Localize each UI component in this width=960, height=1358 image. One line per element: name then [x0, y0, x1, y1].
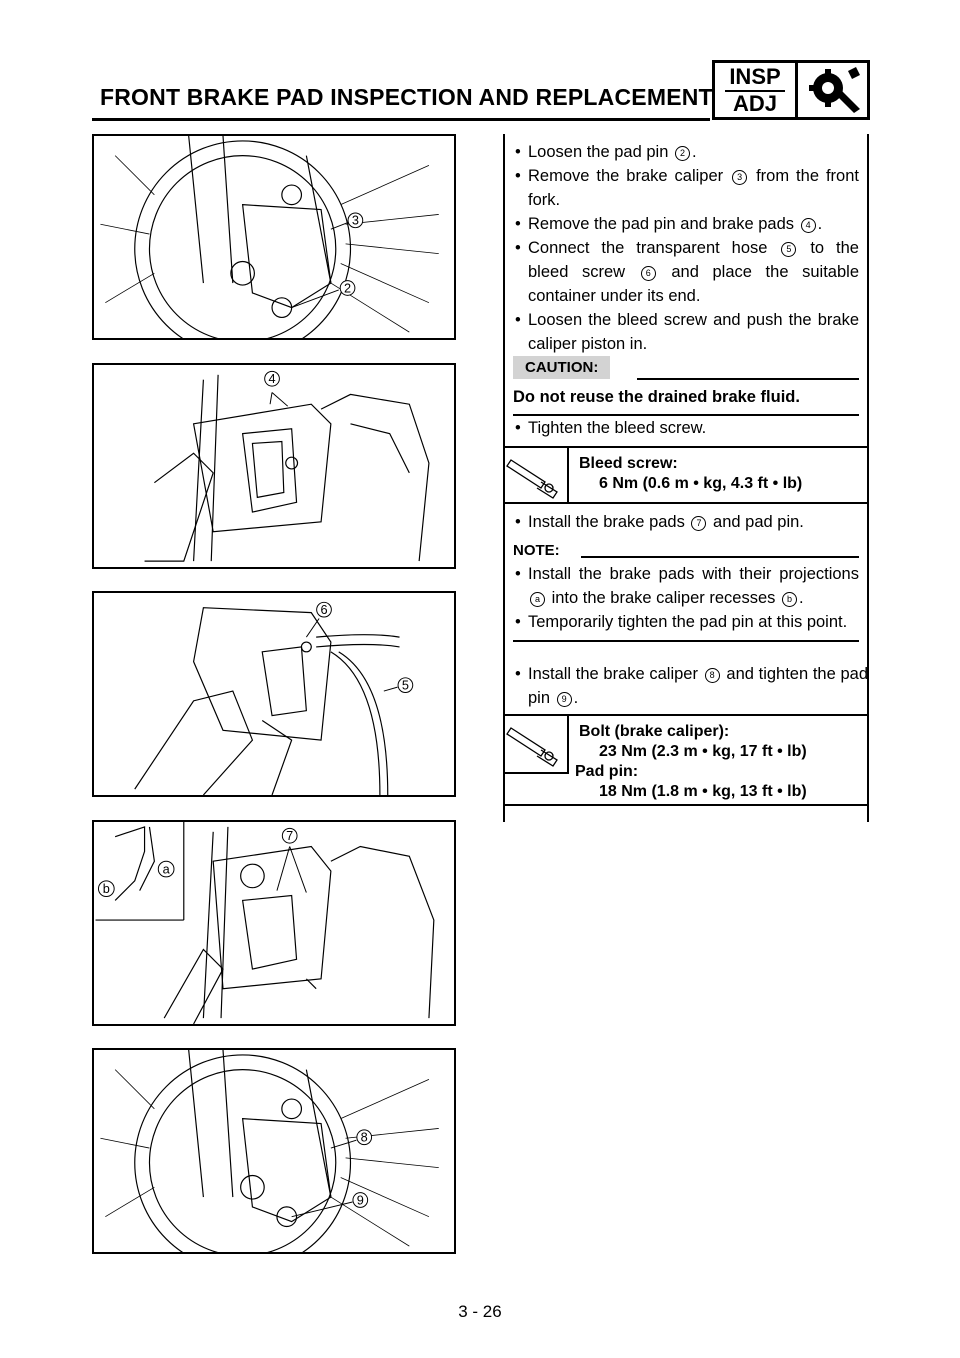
- instructions-column: [505, 134, 867, 356]
- wrench-gear-icon: [798, 63, 867, 117]
- callout-6: 6: [320, 602, 328, 618]
- note-label: NOTE:: [513, 542, 560, 559]
- ref-number: 8: [705, 668, 720, 683]
- spec-value-bolt: 23 Nm (2.3 m • kg, 17 ft • lb): [599, 743, 807, 760]
- figure-pad-removal: [92, 363, 456, 569]
- step-tighten-bleed-screw: [513, 416, 868, 440]
- note-block: [513, 542, 859, 642]
- spec-text: [579, 454, 802, 494]
- callout-8: 8: [360, 1129, 368, 1145]
- caution-text: Do not reuse the drained brake fluid.: [513, 388, 800, 406]
- figure-pad-install: [92, 820, 456, 1026]
- caution-block: [513, 356, 859, 416]
- ref-number: 3: [732, 170, 747, 185]
- callout-4: 4: [268, 371, 276, 387]
- ref-letter: a: [530, 592, 545, 607]
- step-text: Install the brake caliper: [528, 665, 698, 683]
- badge-insp-label: INSP: [729, 64, 781, 89]
- step-text-end: .: [573, 689, 579, 707]
- header-rule: [92, 118, 710, 121]
- step-remove-caliper: [513, 164, 859, 212]
- step-text-mid: to the bleed screw: [528, 239, 859, 281]
- spec-bleed-screw: [505, 448, 869, 502]
- spec2-bottom-rule: [505, 804, 869, 806]
- ref-number: 2: [675, 146, 690, 161]
- step-text-end: and pad pin.: [713, 513, 804, 531]
- spec-text: [575, 722, 807, 802]
- ref-number: 6: [641, 266, 656, 281]
- step-text-end: from the front fork.: [528, 167, 859, 209]
- note-text-end: .: [798, 589, 804, 607]
- step-text: Connect the transparent hose: [528, 239, 768, 257]
- callout-3: 3: [351, 212, 359, 228]
- ref-number: 5: [781, 242, 796, 257]
- caution-label-row: [513, 356, 859, 382]
- section-badge: [712, 60, 870, 120]
- page-number: 3 - 26: [458, 1302, 502, 1321]
- ref-number: 9: [557, 692, 572, 707]
- ref-letter: b: [782, 592, 797, 607]
- step-text-end: and place the suitable container under its end.: [528, 263, 859, 305]
- callout-9: 9: [356, 1192, 364, 1208]
- ref-number: 7: [691, 516, 706, 531]
- figure-caliper-install: [92, 1048, 456, 1254]
- spec-label-pad-pin: Pad pin:: [575, 763, 639, 780]
- step-loosen-pad-pin: [513, 140, 859, 164]
- torque-wrench-icon: [505, 716, 569, 774]
- figure-bleed-hose: [92, 591, 456, 797]
- ref-number: 4: [801, 218, 816, 233]
- step-text: Install the brake pads: [528, 513, 685, 531]
- step-install-pads: [513, 510, 868, 534]
- step-text: Remove the pad pin and brake pads: [528, 215, 795, 233]
- step-text: Remove the brake caliper: [528, 167, 724, 185]
- spec-label: Bleed screw:: [579, 455, 678, 472]
- figure-caliper-removal: [92, 134, 456, 340]
- note-label-row: [513, 542, 859, 562]
- callout-2: 2: [343, 280, 352, 296]
- step-text: Tighten the bleed screw.: [528, 419, 707, 437]
- step-remove-pads: [513, 212, 859, 236]
- badge-label-box: [715, 63, 798, 117]
- step-loosen-bleed-screw: [513, 308, 859, 356]
- callout-5: 5: [401, 677, 409, 693]
- step-text-end: .: [817, 215, 823, 233]
- note-text: Temporarily tighten the pad pin at this point.: [528, 613, 848, 631]
- step-text-end: .: [691, 143, 697, 161]
- page-title: FRONT BRAKE PAD INSPECTION AND REPLACEMENT: [100, 84, 713, 110]
- badge-adj-label: ADJ: [732, 91, 777, 116]
- spec-value-pad-pin: 18 Nm (1.8 m • kg, 13 ft • lb): [599, 783, 807, 800]
- spec-label-bolt: Bolt (brake caliper):: [579, 723, 730, 740]
- caution-rule: [637, 378, 859, 380]
- step-connect-hose: [513, 236, 859, 308]
- callout-b: b: [102, 881, 110, 897]
- note-text-mid: into the brake caliper recesses: [551, 589, 776, 607]
- note-end-rule: [513, 640, 859, 642]
- spec1-bottom-rule: [505, 502, 869, 504]
- note-rule: [581, 556, 859, 558]
- note-item-temporary-tighten: [513, 610, 859, 634]
- spec-value: 6 Nm (0.6 m • kg, 4.3 ft • lb): [599, 475, 803, 492]
- step-text: Loosen the bleed screw and push the brake caliper piston in.: [528, 311, 859, 353]
- step-text-mid: and tighten the pad pin: [528, 665, 868, 707]
- callout-7: 7: [286, 828, 294, 844]
- step-install-caliper: [513, 662, 868, 710]
- note-item-projections: [513, 562, 859, 610]
- note-text: Install the brake pads with their projections: [528, 565, 859, 583]
- spec-caliper-bolt-pad-pin: [505, 716, 869, 804]
- callout-a: a: [162, 861, 170, 877]
- caution-label: CAUTION:: [513, 356, 610, 379]
- torque-wrench-icon: [505, 448, 569, 502]
- step-text: Loosen the pad pin: [528, 143, 669, 161]
